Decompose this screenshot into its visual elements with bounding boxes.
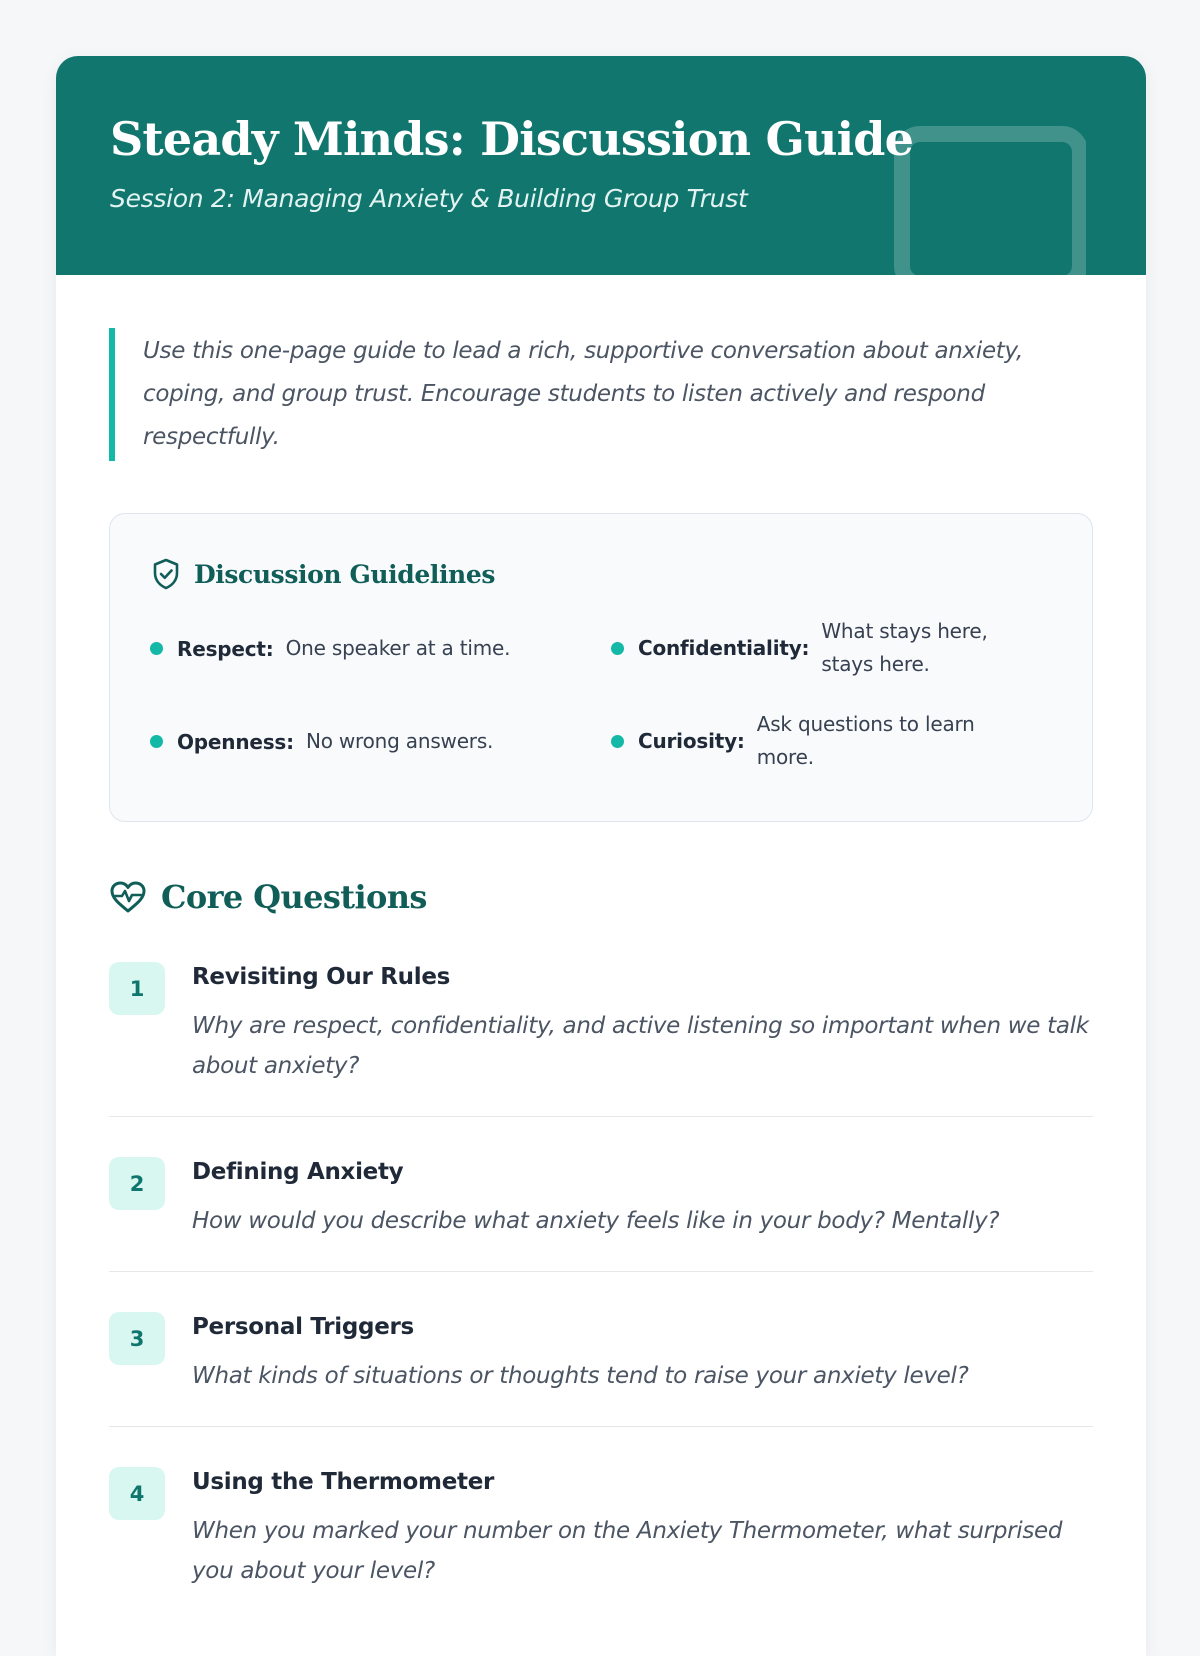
heart-pulse-icon — [109, 880, 147, 914]
core-questions-heading — [109, 878, 427, 916]
guideline-desc: What stays here, stays here. — [821, 619, 988, 676]
bullet-dot — [611, 642, 624, 655]
question-title: Defining Anxiety — [192, 1159, 404, 1185]
question-number-badge: 1 — [109, 962, 165, 1015]
guideline-term: Openness: — [177, 729, 294, 754]
guideline-respect — [150, 632, 510, 665]
header-banner — [56, 56, 1146, 275]
divider — [109, 1116, 1093, 1117]
question-title: Personal Triggers — [192, 1314, 414, 1340]
intro-text: Use this one-page guide to lead a rich, supportive conversation about anxiety, coping, and group trust. Encourage students to listen actively and respond respectfully. — [109, 328, 1069, 461]
page-title: Steady Minds: Discussion Guide — [110, 112, 914, 166]
guideline-desc: Ask questions to learn more. — [756, 712, 975, 769]
guideline-term: Curiosity: — [638, 729, 745, 753]
question-text: When you marked your number on the Anxiety Thermometer, what surprised you about your level? — [192, 1518, 1063, 1584]
question-item — [109, 962, 1093, 1082]
bullet-dot — [611, 735, 624, 748]
guideline-term: Respect: — [177, 636, 274, 661]
core-questions-title: Core Questions — [161, 878, 427, 916]
guideline-curiosity — [611, 708, 1007, 774]
bullet-dot — [150, 735, 163, 748]
guidelines-title: Discussion Guidelines — [194, 559, 496, 589]
question-number-badge: 3 — [109, 1312, 165, 1365]
question-item — [109, 1157, 1093, 1237]
divider — [109, 1271, 1093, 1272]
guideline-desc: One speaker at a time. — [285, 636, 511, 660]
guide-card — [56, 56, 1146, 1656]
guidelines-box — [109, 513, 1093, 822]
guideline-confidentiality — [611, 615, 1011, 681]
question-item — [109, 1312, 1093, 1392]
page-subtitle: Session 2: Managing Anxiety & Building Group Trust — [110, 184, 748, 213]
guideline-desc: No wrong answers. — [305, 729, 494, 753]
guideline-openness — [150, 725, 493, 758]
question-text: What kinds of situations or thoughts tend to raise your anxiety level? — [192, 1363, 969, 1389]
question-number-badge: 2 — [109, 1157, 165, 1210]
question-text: Why are respect, confidentiality, and active listening so important when we talk about anxiety? — [192, 1013, 1089, 1079]
shield-check-icon — [152, 558, 180, 590]
guidelines-heading — [152, 558, 495, 590]
question-title: Using the Thermometer — [192, 1469, 495, 1495]
question-item — [109, 1467, 1093, 1587]
question-text: How would you describe what anxiety feels like in your body? Mentally? — [192, 1208, 1000, 1234]
question-number-badge: 4 — [109, 1467, 165, 1520]
guideline-term: Confidentiality: — [638, 636, 810, 660]
bullet-dot — [150, 642, 163, 655]
chat-bubble-icon — [890, 126, 1086, 275]
divider — [109, 1426, 1093, 1427]
question-title: Revisiting Our Rules — [192, 964, 451, 990]
